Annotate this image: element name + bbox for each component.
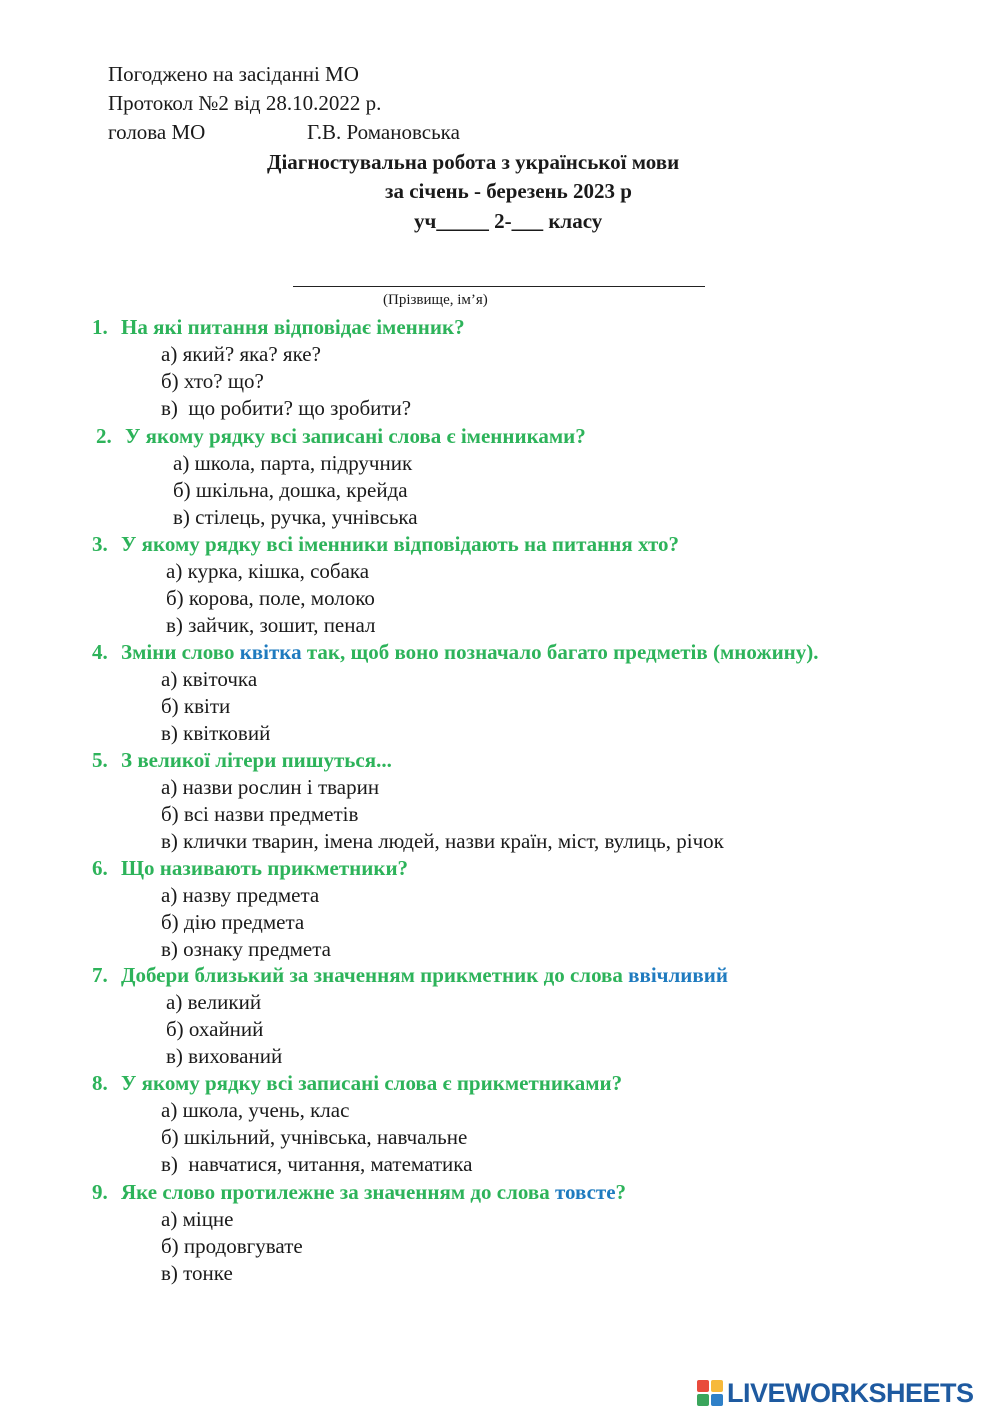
answer-option: в) що робити? що зробити? — [161, 396, 412, 420]
answer-option: б) охайний — [166, 1017, 264, 1041]
name-caption: (Прізвище, ім’я) — [383, 292, 488, 308]
question-number: 1. — [92, 315, 108, 339]
answer-option: б) шкільний, учнівська, навчальне — [161, 1125, 468, 1149]
answer-option: в) ознаку предмета — [161, 937, 331, 961]
question-2 — [96, 423, 586, 449]
question-keyword: товсте — [554, 1180, 616, 1204]
name-signature-line — [293, 286, 705, 287]
answer-option: а) міцне — [161, 1207, 234, 1231]
question-text: Зміни слово — [121, 640, 240, 664]
answer-option: а) квіточка — [161, 667, 258, 691]
answer-option: б) дію предмета — [161, 910, 305, 934]
answer-option: б) квіти — [161, 694, 231, 718]
question-1 — [92, 314, 465, 340]
question-8 — [92, 1070, 622, 1096]
question-number: 5. — [92, 748, 108, 772]
class-line: уч_____ 2-___ класу — [414, 209, 603, 233]
question-number: 2. — [96, 424, 112, 448]
liveworksheets-watermark — [697, 1376, 995, 1410]
answer-option: б) шкільна, дошка, крейда — [173, 478, 408, 502]
question-text: Яке слово протилежне за значенням до слова — [121, 1180, 555, 1204]
question-text-end: ? — [615, 1180, 627, 1204]
question-text: З великої літери пишуться... — [121, 748, 392, 772]
answer-option: в) клички тварин, імена людей, назви країн, міст, вулиць, річок — [161, 829, 724, 853]
answer-option: б) всі назви предметів — [161, 802, 359, 826]
answer-option: б) корова, поле, молоко — [166, 586, 375, 610]
question-3 — [92, 531, 679, 557]
answer-option: в) вихований — [166, 1044, 283, 1068]
answer-option: в) навчатися, читання, математика — [161, 1152, 473, 1176]
question-number: 3. — [92, 532, 108, 556]
head-name: Г.В. Романовська — [307, 120, 460, 144]
page-subtitle: за січень - березень 2023 р — [385, 179, 632, 203]
answer-option: в) тонке — [161, 1261, 233, 1285]
question-text: У якому рядку всі записані слова є прикметниками? — [121, 1071, 623, 1095]
protocol-line: Протокол №2 від 28.10.2022 р. — [108, 91, 382, 115]
question-4 — [92, 639, 819, 665]
question-keyword: ввічливий — [628, 963, 728, 987]
answer-option: б) хто? що? — [161, 369, 264, 393]
question-6 — [92, 855, 408, 881]
answer-option: а) який? яка? яке? — [161, 342, 321, 366]
answer-option: а) школа, учень, клас — [161, 1098, 350, 1122]
liveworksheets-logo-text: LIVEWORKSHEETS — [727, 1377, 974, 1408]
answer-option: а) школа, парта, підручник — [173, 451, 413, 475]
question-number: 7. — [92, 963, 108, 987]
answer-option: в) стілець, ручка, учнівська — [173, 505, 418, 529]
question-text: На які питання відповідає іменник? — [121, 315, 465, 339]
answer-option: а) назву предмета — [161, 883, 320, 907]
answer-option: а) великий — [166, 990, 262, 1014]
answer-option: в) квітковий — [161, 721, 271, 745]
question-number: 6. — [92, 856, 108, 880]
question-text: У якому рядку всі записані слова є іменниками? — [125, 424, 586, 448]
head-label: голова МО — [108, 120, 206, 144]
question-number: 8. — [92, 1071, 108, 1095]
answer-option: а) назви рослин і тварин — [161, 775, 380, 799]
page-title: Діагностувальна робота з української мови — [267, 150, 680, 174]
question-text-end: так, щоб воно позначало багато предметів (множину). — [301, 640, 819, 664]
answer-option: в) зайчик, зошит, пенал — [166, 613, 376, 637]
answer-option: б) продовгувате — [161, 1234, 303, 1258]
question-text: Що називають прикметники? — [121, 856, 409, 880]
question-9 — [92, 1179, 626, 1205]
question-7 — [92, 962, 728, 988]
question-number: 4. — [92, 640, 108, 664]
question-keyword: квітка — [239, 640, 302, 664]
answer-option: а) курка, кішка, собака — [166, 559, 370, 583]
question-text: У якому рядку всі іменники відповідають на питання хто? — [121, 532, 679, 556]
question-text: Добери близький за значенням прикметник до слова — [121, 963, 629, 987]
liveworksheets-logo-icon — [697, 1380, 723, 1406]
question-number: 9. — [92, 1180, 108, 1204]
question-5 — [92, 747, 392, 773]
approval-line: Погоджено на засіданні МО — [108, 62, 359, 86]
